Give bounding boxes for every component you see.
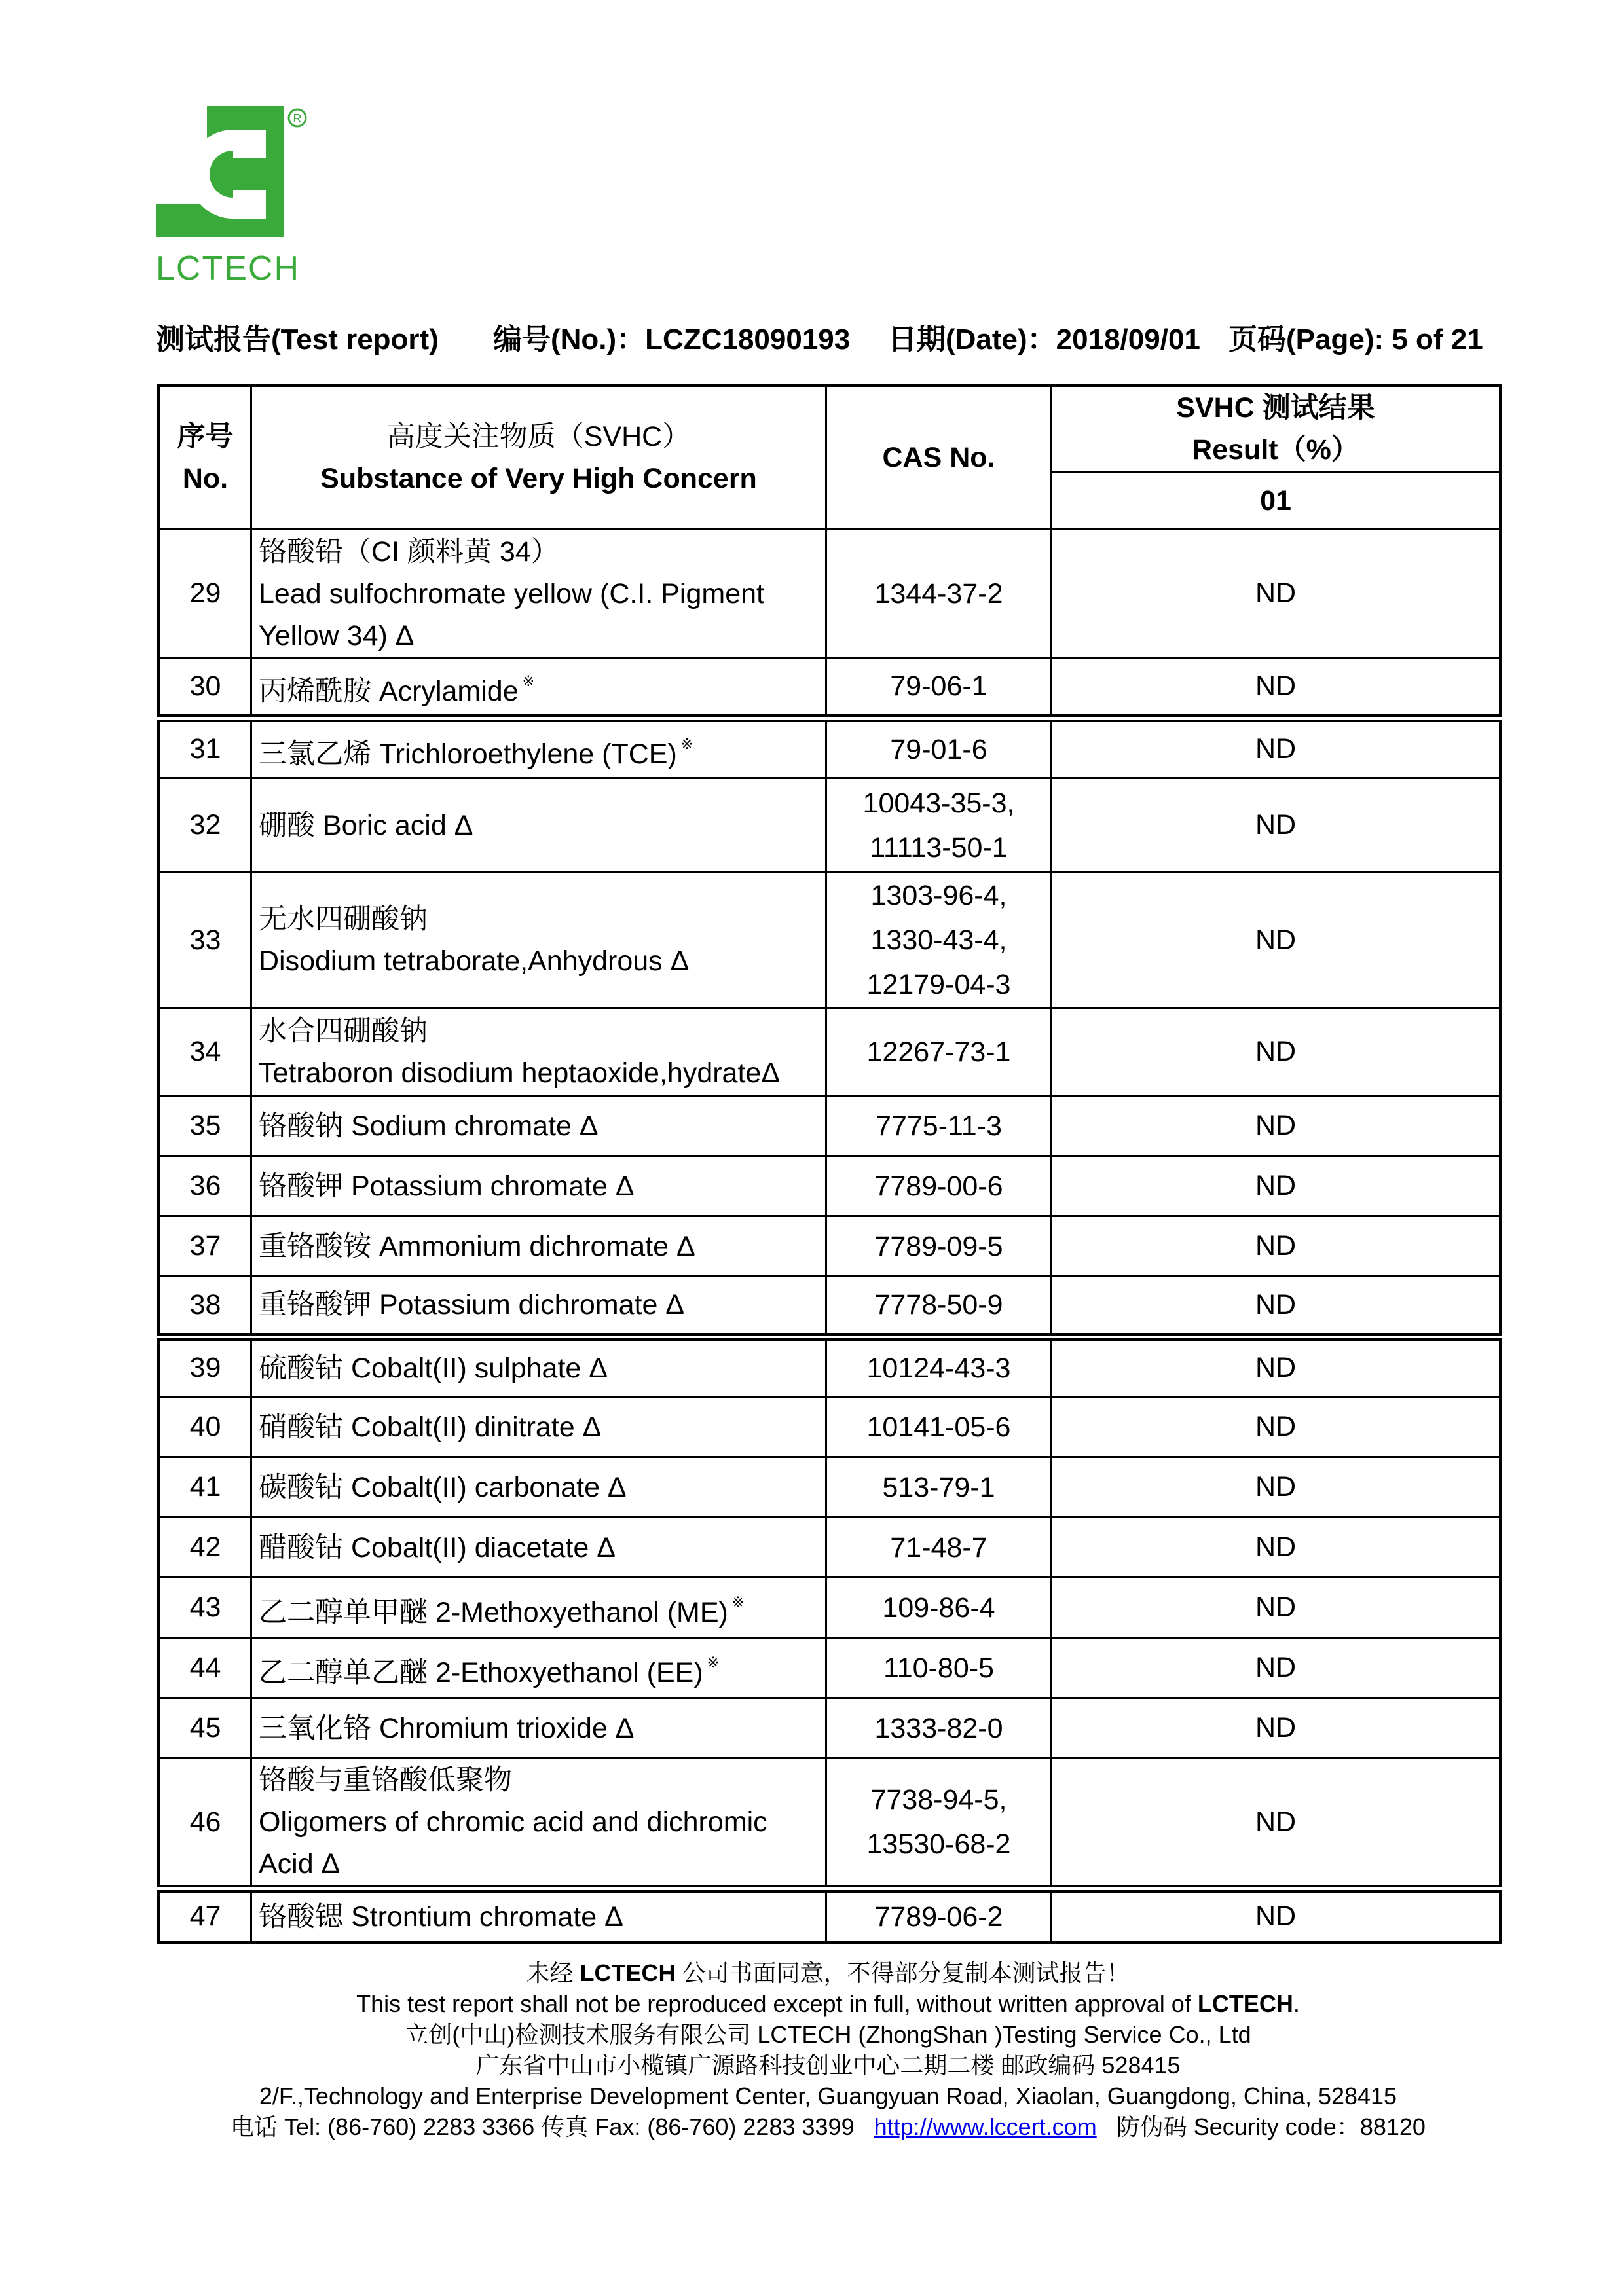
table-row bbox=[159, 718, 1501, 778]
test-result: ND bbox=[1052, 1277, 1501, 1337]
substance-name-cn: 铬酸钾 bbox=[259, 1170, 343, 1202]
footer-tel-fax: 电话 Tel: (86-760) 2283 3366 传真 Fax: (86-760) 2283 3399 bbox=[231, 2113, 855, 2140]
header-no-cn: 序号 bbox=[177, 421, 234, 452]
table-row bbox=[159, 778, 1501, 873]
test-result: ND bbox=[1052, 1758, 1501, 1889]
table-row bbox=[159, 658, 1501, 718]
svhc-note-mark: ※ bbox=[707, 1654, 720, 1671]
footer-copy-notice-en bbox=[157, 1988, 1499, 2019]
substance-name bbox=[251, 1889, 826, 1942]
row-number: 30 bbox=[159, 658, 251, 718]
substance-name bbox=[251, 1397, 826, 1457]
substance-name-en: Trichloroethylene (TCE) bbox=[378, 738, 677, 771]
cas-number-line: 10124-43-3 bbox=[866, 1352, 1011, 1384]
row-number: 41 bbox=[159, 1457, 251, 1518]
test-result: ND bbox=[1052, 1216, 1501, 1277]
cas-number bbox=[826, 718, 1052, 778]
cas-number bbox=[826, 1008, 1052, 1096]
table-row bbox=[159, 1889, 1501, 1942]
header-substance-en: Substance of Very High Concern bbox=[320, 463, 757, 494]
test-result: ND bbox=[1052, 718, 1501, 778]
row-number: 47 bbox=[159, 1889, 251, 1942]
substance-name bbox=[251, 1008, 826, 1096]
substance-name bbox=[251, 530, 826, 658]
row-number: 39 bbox=[159, 1337, 251, 1397]
test-result: ND bbox=[1052, 1518, 1501, 1578]
table-row bbox=[159, 1337, 1501, 1397]
substance-name-en: Cobalt(II) diacetate Δ bbox=[350, 1531, 616, 1563]
row-number: 36 bbox=[159, 1156, 251, 1216]
table-row bbox=[159, 873, 1501, 1008]
substance-name bbox=[251, 1337, 826, 1397]
cas-number-line: 11113-50-1 bbox=[870, 831, 1008, 864]
table-row bbox=[159, 1457, 1501, 1518]
report-number: 编号(No.)：LCZC18090193 bbox=[493, 323, 851, 355]
table-row bbox=[159, 1518, 1501, 1578]
substance-name bbox=[251, 1457, 826, 1518]
substance-name bbox=[251, 1096, 826, 1156]
footer-address-en: 2/F.,Technology and Enterprise Development Center, Guangyuan Road, Xiaolan, Guangdong, China, 528415 bbox=[259, 2083, 1397, 2109]
substance-name-cn: 硝酸钴 bbox=[259, 1411, 343, 1443]
substance-name bbox=[251, 658, 826, 718]
header-result bbox=[1052, 386, 1501, 472]
table-row bbox=[159, 1397, 1501, 1457]
test-result: ND bbox=[1052, 1578, 1501, 1638]
report-date: 日期(Date)：2018/09/01 bbox=[888, 323, 1200, 355]
footer-company-name: 立创(中山)检测技术服务有限公司 LCTECH (ZhongShan )Testing Service Co., Ltd bbox=[405, 2021, 1251, 2048]
cas-number bbox=[826, 1638, 1052, 1698]
cas-number-line: 12267-73-1 bbox=[866, 1036, 1011, 1068]
report-label: 测试报告(Test report) bbox=[156, 323, 439, 355]
footer-copy-notice-cn bbox=[157, 1958, 1499, 1988]
cas-number-line: 79-06-1 bbox=[890, 670, 987, 702]
substance-name-en: Strontium chromate Δ bbox=[350, 1901, 623, 1933]
substance-name-cn: 乙二醇单甲醚 bbox=[259, 1597, 428, 1628]
footer-website-link[interactable]: http://www.lccert.com bbox=[874, 2113, 1097, 2140]
footer-address-cn: 广东省中山市小榄镇广源路科技创业中心二期二楼 邮政编码 528415 bbox=[475, 2052, 1181, 2079]
row-number: 45 bbox=[159, 1698, 251, 1758]
test-result: ND bbox=[1052, 1889, 1501, 1942]
row-number: 44 bbox=[159, 1638, 251, 1698]
substance-name-cn: 铬酸钠 bbox=[259, 1110, 343, 1142]
substance-name-en: Cobalt(II) carbonate Δ bbox=[350, 1471, 627, 1503]
row-number: 37 bbox=[159, 1216, 251, 1277]
cas-number-line: 7775-11-3 bbox=[876, 1110, 1002, 1142]
cas-number-line: 7789-06-2 bbox=[874, 1901, 1003, 1933]
substance-name-cn: 硼酸 bbox=[259, 809, 315, 841]
cas-number bbox=[826, 778, 1052, 873]
substance-name bbox=[251, 1758, 826, 1889]
svhc-note-mark: ※ bbox=[522, 672, 535, 689]
header-cas: CAS No. bbox=[826, 386, 1052, 530]
page-footer bbox=[157, 1958, 1499, 2142]
test-result: ND bbox=[1052, 658, 1501, 718]
header-no-en: No. bbox=[182, 463, 229, 494]
footer-line2-c: . bbox=[1293, 1990, 1300, 2017]
substance-name-cn: 无水四硼酸钠 bbox=[259, 903, 428, 935]
substance-name-cn: 铬酸与重铬酸低聚物 bbox=[259, 1764, 512, 1796]
row-number: 40 bbox=[159, 1397, 251, 1457]
substance-name-en: Disodium tetraborate,Anhydrous Δ bbox=[259, 945, 690, 977]
footer-line2-a: This test report shall not be reproduced except in full, without written approval of bbox=[356, 1990, 1198, 2017]
footer-line1-c: 公司书面同意，不得部分复制本测试报告！ bbox=[675, 1959, 1130, 1986]
cas-number bbox=[826, 1096, 1052, 1156]
cas-number bbox=[826, 1156, 1052, 1216]
cas-number bbox=[826, 1578, 1052, 1638]
cas-number-line: 10141-05-6 bbox=[866, 1411, 1011, 1443]
cas-number bbox=[826, 1889, 1052, 1942]
cas-number bbox=[826, 658, 1052, 718]
cas-number-line: 71-48-7 bbox=[890, 1531, 987, 1563]
substance-name-en: Tetraboron disodium heptaoxide,hydrateΔ bbox=[259, 1057, 781, 1089]
substance-name bbox=[251, 718, 826, 778]
substance-name bbox=[251, 1156, 826, 1216]
logo-brand-text: LCTECH bbox=[156, 249, 301, 287]
cas-number bbox=[826, 1277, 1052, 1337]
substance-name-cn: 醋酸钴 bbox=[259, 1531, 343, 1563]
table-row bbox=[159, 1638, 1501, 1698]
table-row bbox=[159, 1008, 1501, 1096]
table-row bbox=[159, 530, 1501, 658]
table-body bbox=[159, 530, 1501, 1943]
cas-number-line: 13530-68-2 bbox=[866, 1829, 1011, 1860]
header-result-cn: SVHC 测试结果 bbox=[1176, 392, 1375, 424]
cas-number-line: 1344-37-2 bbox=[874, 577, 1003, 610]
header-sample-01: 01 bbox=[1052, 472, 1501, 530]
substance-name bbox=[251, 1518, 826, 1578]
substance-name-cn: 水合四硼酸钠 bbox=[259, 1015, 428, 1047]
cas-number-line: 1333-82-0 bbox=[874, 1712, 1003, 1744]
test-result: ND bbox=[1052, 873, 1501, 1008]
substance-name-cn: 铬酸锶 bbox=[259, 1901, 343, 1933]
header-result-en: Result（%） bbox=[1192, 434, 1359, 465]
cas-number-line: 79-01-6 bbox=[890, 733, 987, 765]
substance-name-en: Potassium chromate Δ bbox=[350, 1170, 635, 1202]
substance-name-en: Acrylamide bbox=[378, 675, 519, 707]
cas-number-line: 7789-09-5 bbox=[874, 1230, 1003, 1262]
substance-name bbox=[251, 1698, 826, 1758]
test-result: ND bbox=[1052, 778, 1501, 873]
header-no bbox=[159, 386, 251, 530]
substance-name bbox=[251, 778, 826, 873]
svhc-results-table bbox=[157, 384, 1502, 1944]
substance-name bbox=[251, 1216, 826, 1277]
cas-number bbox=[826, 1216, 1052, 1277]
substance-name-en: 2-Methoxyethanol (ME) bbox=[435, 1597, 728, 1628]
substance-name-cn: 重铬酸钾 bbox=[259, 1289, 371, 1321]
substance-name bbox=[251, 873, 826, 1008]
cas-number bbox=[826, 1397, 1052, 1457]
substance-name-en: Sodium chromate Δ bbox=[350, 1110, 599, 1142]
cas-number-line: 7778-50-9 bbox=[874, 1289, 1003, 1321]
row-number: 34 bbox=[159, 1008, 251, 1096]
row-number: 46 bbox=[159, 1758, 251, 1889]
substance-name-cn: 铬酸铅（CI 颜料黄 34） bbox=[259, 536, 559, 568]
cas-number-line: 10043-35-3, bbox=[862, 787, 1015, 819]
cas-number-line: 12179-04-3 bbox=[866, 969, 1011, 1000]
test-result: ND bbox=[1052, 1698, 1501, 1758]
row-number: 31 bbox=[159, 718, 251, 778]
test-result: ND bbox=[1052, 530, 1501, 658]
substance-name-en: Cobalt(II) sulphate Δ bbox=[350, 1352, 608, 1384]
page-number: 页码(Page): 5 of 21 bbox=[1228, 323, 1483, 355]
cas-number bbox=[826, 1698, 1052, 1758]
svhc-note-mark: ※ bbox=[680, 736, 693, 753]
cas-number bbox=[826, 873, 1052, 1008]
row-number: 38 bbox=[159, 1277, 251, 1337]
company-logo bbox=[156, 103, 313, 293]
cas-number bbox=[826, 1337, 1052, 1397]
cas-number-line: 109-86-4 bbox=[882, 1592, 995, 1624]
cas-number-line: 513-79-1 bbox=[882, 1471, 995, 1503]
substance-name-en: Ammonium dichromate Δ bbox=[378, 1230, 695, 1262]
cas-number-line: 7738-94-5, bbox=[870, 1784, 1007, 1815]
footer-line1-brand: LCTECH bbox=[580, 1959, 676, 1986]
table-row bbox=[159, 1156, 1501, 1216]
svhc-note-mark: ※ bbox=[731, 1594, 745, 1611]
substance-name-cn: 三氯乙烯 bbox=[259, 738, 371, 771]
test-result: ND bbox=[1052, 1337, 1501, 1397]
substance-name-cn: 硫酸钴 bbox=[259, 1352, 343, 1384]
row-number: 29 bbox=[159, 530, 251, 658]
row-number: 42 bbox=[159, 1518, 251, 1578]
row-number: 32 bbox=[159, 778, 251, 873]
substance-name-en: Oligomers of chromic acid and dichromic Acid Δ bbox=[259, 1806, 767, 1880]
cas-number-line: 110-80-5 bbox=[883, 1652, 994, 1684]
table-row bbox=[159, 1698, 1501, 1758]
cas-number bbox=[826, 530, 1052, 658]
test-result: ND bbox=[1052, 1156, 1501, 1216]
table-row bbox=[159, 1277, 1501, 1337]
footer-security-code: 防伪码 Security code：88120 bbox=[1116, 2113, 1426, 2140]
substance-name-en: Lead sulfochromate yellow (C.I. Pigment Yellow 34) Δ bbox=[259, 577, 764, 651]
lctech-logo-icon bbox=[156, 103, 313, 241]
svg-text:R: R bbox=[293, 112, 302, 125]
substance-name-en: Boric acid Δ bbox=[322, 809, 473, 841]
substance-name-cn: 重铬酸铵 bbox=[259, 1230, 371, 1262]
substance-name bbox=[251, 1638, 826, 1698]
cas-number-line: 1330-43-4, bbox=[870, 924, 1007, 956]
cas-number-line: 7789-00-6 bbox=[874, 1170, 1003, 1202]
row-number: 33 bbox=[159, 873, 251, 1008]
row-number: 35 bbox=[159, 1096, 251, 1156]
substance-name-cn: 丙烯酰胺 bbox=[259, 675, 371, 707]
substance-name-en: 2-Ethoxyethanol (EE) bbox=[435, 1657, 703, 1688]
row-number: 43 bbox=[159, 1578, 251, 1638]
substance-name-en: Potassium dichromate Δ bbox=[378, 1289, 685, 1321]
substance-name-cn: 乙二醇单乙醚 bbox=[259, 1657, 428, 1688]
substance-name bbox=[251, 1578, 826, 1638]
substance-name-en: Cobalt(II) dinitrate Δ bbox=[350, 1411, 602, 1443]
cas-number-line: 1303-96-4, bbox=[870, 880, 1007, 911]
table-row bbox=[159, 1758, 1501, 1889]
test-result: ND bbox=[1052, 1397, 1501, 1457]
table-row bbox=[159, 1096, 1501, 1156]
cas-number bbox=[826, 1457, 1052, 1518]
substance-name-cn: 三氧化铬 bbox=[259, 1712, 371, 1744]
header-substance-cn: 高度关注物质（SVHC） bbox=[386, 421, 691, 452]
substance-name-cn: 碳酸钴 bbox=[259, 1471, 343, 1503]
footer-contact bbox=[157, 2111, 1499, 2142]
test-result: ND bbox=[1052, 1008, 1501, 1096]
footer-line1-a: 未经 bbox=[526, 1959, 580, 1986]
header-substance bbox=[251, 386, 826, 530]
substance-name-en: Chromium trioxide Δ bbox=[378, 1712, 635, 1744]
report-header bbox=[156, 316, 1492, 355]
table-row bbox=[159, 1216, 1501, 1277]
cas-number bbox=[826, 1518, 1052, 1578]
test-result: ND bbox=[1052, 1096, 1501, 1156]
test-result: ND bbox=[1052, 1457, 1501, 1518]
substance-name bbox=[251, 1277, 826, 1337]
table-row bbox=[159, 1578, 1501, 1638]
test-result: ND bbox=[1052, 1638, 1501, 1698]
cas-number bbox=[826, 1758, 1052, 1889]
footer-line2-brand: LCTECH bbox=[1197, 1990, 1293, 2017]
